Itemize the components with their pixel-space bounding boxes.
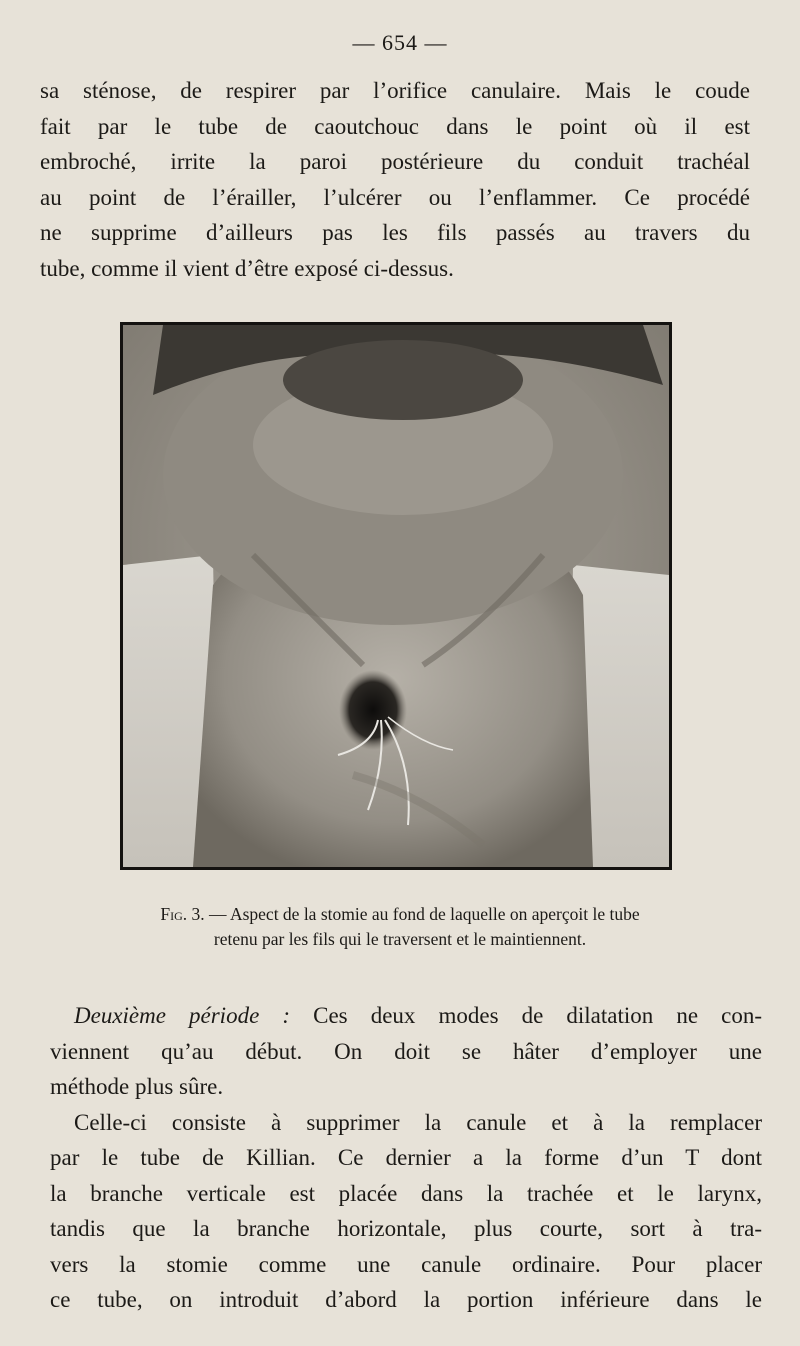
caption-text: — Aspect de la stomie au fond de laquelle on aperçoit le tube: [204, 904, 640, 924]
text-line: embroché, irrite la paroi postérieure du conduit trachéal: [40, 149, 750, 174]
text-line: fait par le tube de caoutchouc dans le point où il est: [40, 113, 750, 139]
text-line: [50, 1105, 762, 1141]
caption-line: [40, 902, 760, 927]
section-heading: Deuxième période :: [74, 1003, 291, 1028]
stoma: [339, 670, 407, 750]
text-line: méthode plus sûre.: [50, 1074, 224, 1099]
text-line: la branche verticale est placée dans la trachée et le larynx,: [50, 1180, 762, 1206]
text-line: au point de l’érailler, l’ulcérer ou l’enflammer. Ce procédé: [40, 184, 750, 210]
figure-label: Fig. 3.: [160, 904, 205, 924]
text-line: viennent qu’au début. On doit se hâter d’employer une: [50, 1038, 762, 1064]
caption-line: retenu par les fils qui le traversent et le maintiennent.: [213, 929, 587, 949]
neck-stoma-photo: [123, 325, 669, 867]
text-line: ne supprime d’ailleurs pas les fils passés au travers du: [40, 220, 750, 245]
paragraph-start: Celle-ci consiste à supprimer la canule et à la remplacer: [74, 1109, 762, 1135]
bottom-text: [50, 998, 762, 1318]
text-line: [50, 998, 762, 1034]
text-line: sa sténose, de respirer par l’orifice canulaire. Mais le coude: [40, 78, 750, 103]
text-line: ce tube, on introduit d’abord la portion inférieure dans le: [50, 1287, 762, 1312]
text-line: tandis que la branche horizontale, plus courte, sort à tra-: [50, 1216, 762, 1241]
text-line: par le tube de Killian. Ce dernier a la forme d’un T dont: [50, 1145, 762, 1170]
text-line: vers la stomie comme une canule ordinaire. Pour placer: [50, 1251, 762, 1277]
text-line: tube, comme il vient d’être exposé ci-dessus.: [40, 255, 454, 281]
top-paragraph: [40, 73, 750, 286]
section-text: Ces deux modes de dilatation ne con-: [290, 1003, 762, 1028]
figure-caption: [40, 902, 760, 952]
figure-photograph: [120, 322, 672, 870]
page-number: — 654 —: [352, 30, 448, 55]
